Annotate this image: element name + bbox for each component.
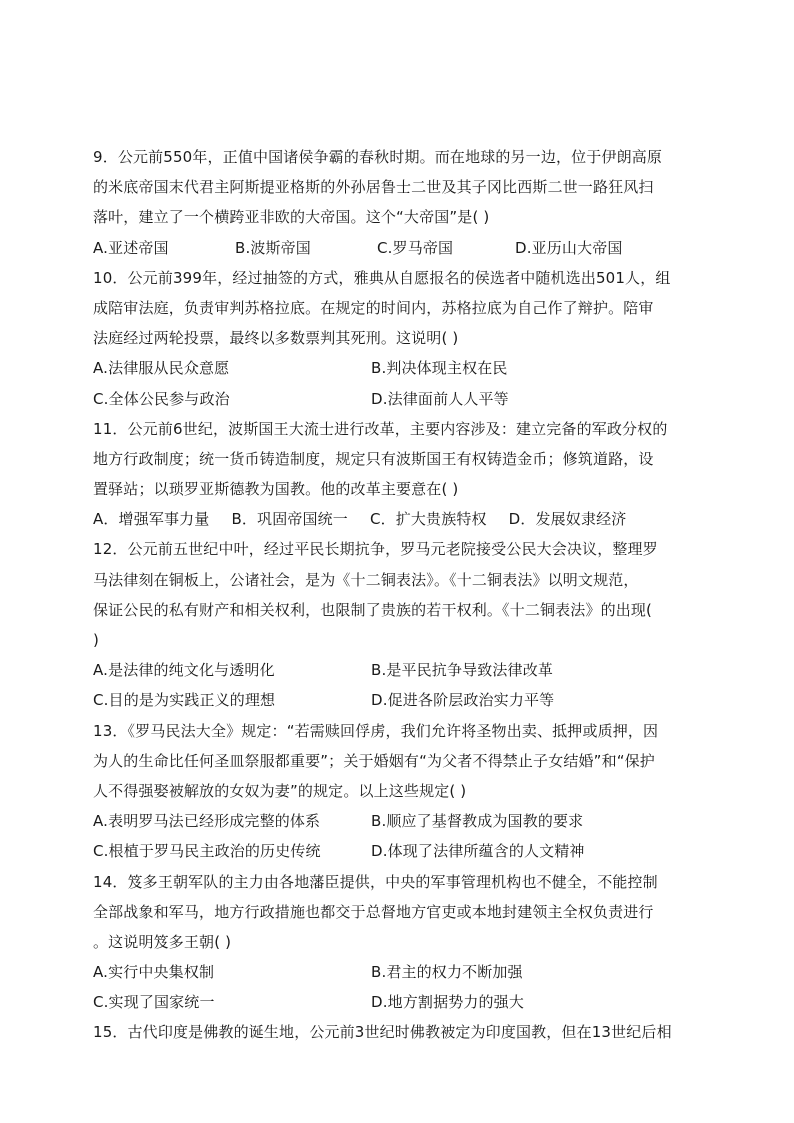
option-a: A.亚述帝国 [93, 238, 169, 257]
question-14 [93, 867, 699, 1018]
question-text-line: 15．古代印度是佛教的诞生地，公元前3世纪时佛教被定为印度国教，但在13世纪后相 [93, 1023, 672, 1042]
option-d: D.法律面前人人平等 [371, 389, 509, 408]
question-text-line: 10．公元前399年，经过抽签的方式，雅典从自愿报名的侯选者中随机选出501人，组 [93, 268, 671, 287]
option-row [93, 806, 699, 836]
option-row [93, 233, 699, 263]
option-row [93, 685, 699, 715]
question-text-line: 12．公元前五世纪中叶，经过平民长期抗争，罗马元老院接受公民大会决议，整理罗 [93, 540, 658, 559]
question-11 [93, 414, 699, 535]
question-text-line: 11．公元前6世纪，波斯国王大流士进行改革，主要内容涉及：建立完备的军政分权的 [93, 419, 668, 438]
question-text-line: 13．《罗马民法大全》规定：“若需赎回俘虏，我们允许将圣物出卖、抵押或质押，因 [93, 721, 659, 740]
option-d: D.体现了法律所蕴含的人文精神 [371, 842, 585, 861]
option-row [93, 504, 699, 534]
question-text-line: ) [93, 631, 100, 649]
option-c: C.罗马帝国 [377, 238, 454, 257]
option-row [93, 836, 699, 866]
option-d: D.地方割据势力的强大 [371, 993, 524, 1012]
option-b: B.君主的权力不断加强 [371, 963, 523, 982]
option-a: A.法律服从民众意愿 [93, 359, 230, 378]
question-text-line: 14．笈多王朝军队的主力由各地藩臣提供，中央的军事管理机构也不健全，不能控制 [93, 872, 658, 891]
option-a: A.实行中央集权制 [93, 963, 215, 982]
question-text-line: 人不得强娶被解放的女奴为妻”的规定。以上这些规定( ) [93, 781, 467, 800]
option-d: D.促进各阶层政治实力平等 [371, 691, 555, 710]
question-text-line: 马法律刻在铜板上，公诸社会，是为《十二铜表法》。《十二铜表法》以明文规范， [93, 570, 639, 589]
option-b: B.顺应了基督教成为国教的要求 [371, 812, 584, 831]
question-text-line: 9．公元前550年，正值中国诸侯争霸的春秋时期。而在地球的另一边，位于伊朗高原 [93, 148, 663, 166]
question-text-line: 地方行政制度；统一货币铸造制度，规定只有波斯国王有权铸造金币；修筑道路，设 [93, 449, 654, 468]
question-text-line: 为人的生命比任何圣皿祭服都重要”；关于婚姻有“为父者不得禁止子女结婚”和“保护 [93, 751, 655, 770]
option-d: D.亚历山大帝国 [515, 238, 623, 257]
option-c: C.实现了国家统一 [93, 993, 215, 1012]
option-c: C.根植于罗马民主政治的历史传统 [93, 842, 321, 861]
question-15 [93, 1017, 699, 1047]
option-b: B.是平民抗争导致法律改革 [371, 661, 554, 680]
question-text-line: 全部战象和军马，地方行政措施也都交于总督地方官吏或本地封建领主全权负责进行 [93, 902, 654, 921]
question-text-line: 置驿站；以琐罗亚斯德教为国教。他的改革主要意在( ) [93, 480, 459, 499]
question-text-line: 落叶，建立了一个横跨亚非欧的大帝国。这个“大帝国”是( ) [93, 208, 490, 227]
option-c: C．扩大贵族特权 [369, 510, 487, 529]
option-a: A.表明罗马法已经形成完整的体系 [93, 812, 321, 831]
option-row [93, 353, 699, 383]
question-12 [93, 534, 699, 715]
question-text-line: 法庭经过两轮投票，最终以多数票判其死刑。这说明( ) [93, 329, 459, 348]
option-c: C.全体公民参与政治 [93, 389, 230, 408]
question-text-line: 成陪审法庭，负责审判苏格拉底。在规定的时间内，苏格拉底为自己作了辩护。陪审 [93, 298, 654, 317]
question-10 [93, 263, 699, 414]
question-text-line: 保证公民的私有财产和相关权利，也限制了贵族的若干权利。《十二铜表法》的出现( [93, 600, 653, 619]
option-b: B.判决体现主权在民 [371, 359, 508, 378]
option-row [93, 384, 699, 414]
option-a: A.是法律的纯文化与透明化 [93, 661, 275, 680]
option-row [93, 655, 699, 685]
question-13 [93, 716, 699, 867]
option-a: A．增强军事力量 [93, 510, 210, 529]
option-row [93, 957, 699, 987]
option-row [93, 987, 699, 1017]
option-c: C.目的是为实践正义的理想 [93, 691, 276, 710]
question-page [93, 142, 699, 1048]
option-b: B．巩固帝国统一 [231, 510, 348, 529]
question-9 [93, 142, 699, 263]
question-text-line: 。这说明笈多王朝( ) [93, 932, 232, 951]
question-text-line: 的米底帝国末代君主阿斯提亚格斯的外孙居鲁士二世及其子冈比西斯二世一路狂风扫 [93, 178, 654, 197]
option-d: D．发展奴隶经济 [508, 510, 627, 529]
option-b: B.波斯帝国 [235, 238, 311, 257]
